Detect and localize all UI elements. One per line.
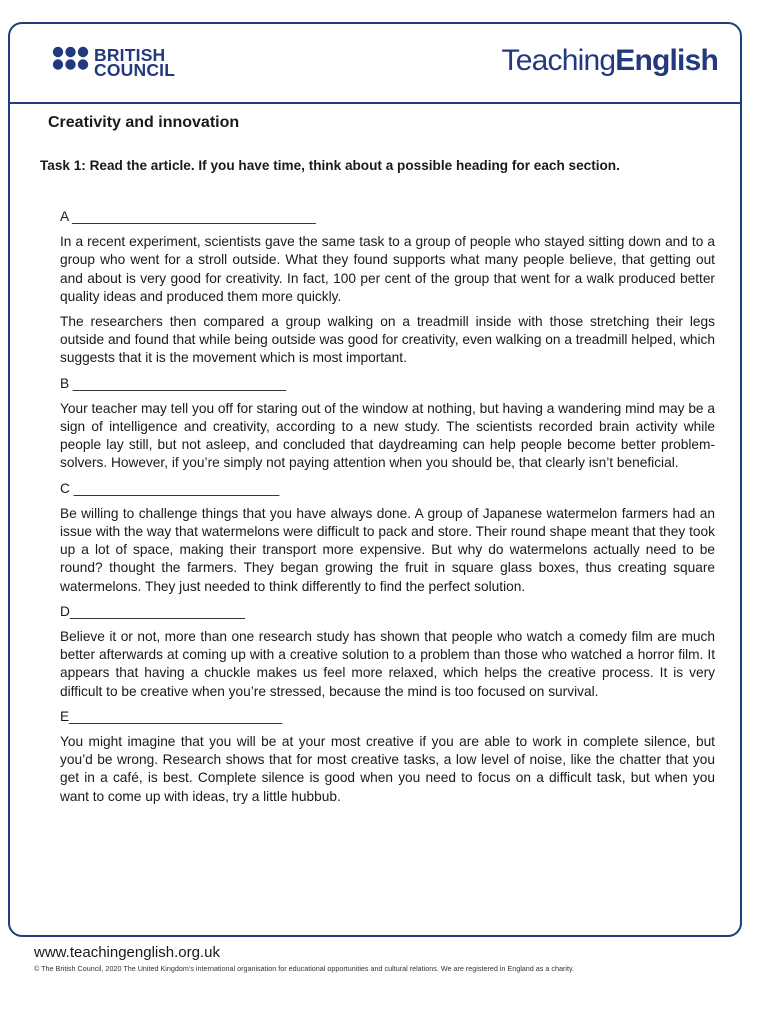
section-heading-a: A ________________________________ bbox=[60, 209, 316, 224]
page-title: Creativity and innovation bbox=[48, 114, 240, 131]
british-council-logo bbox=[52, 46, 175, 79]
section-b-paragraph-1: Your teacher may tell you off for staring out of the window at nothing, but having a wandering mind may be a sign of intelligence and creativity, according to a new study. The scientists recorded brain activity while people lay still, but not asleep, and concluded that daydreaming can help people become better problem-solvers. However, if you’re simply not paying attention when you should be, that clearly isn’t beneficial. bbox=[60, 400, 715, 471]
footer-website-link[interactable]: www.teachingenglish.org.uk bbox=[34, 944, 220, 961]
section-a-paragraph-1: In a recent experiment, scientists gave the same task to a group of people who stayed sitting down and to a group who went for a stroll outside. What they found supports what many people believe, that getting out and about is very good for creativity. In fact, 100 per cent of the group that went for a walk produced better quality ideas and produced them more quickly. bbox=[60, 234, 715, 304]
section-a-paragraph-2: The researchers then compared a group walking on a treadmill inside with those stretching their legs outside and found that while being outside was good for creativity, even walking on a treadmill helped, which suggests that it is the movement which is most important. bbox=[60, 314, 715, 366]
task-instruction: Task 1: Read the article. If you have time, think about a possible heading for each section. bbox=[40, 158, 620, 173]
header-divider bbox=[10, 102, 740, 104]
article-section-a bbox=[60, 208, 715, 368]
footer-copyright: © The British Council, 2020 The United Kingdom’s international organisation for educational opportunities and cultural relations. We are registered in England as a charity. bbox=[34, 964, 575, 973]
article-section-e bbox=[60, 708, 715, 806]
section-c-paragraph-1: Be willing to challenge things that you have always done. A group of Japanese watermelon farmers had an issue with the way that watermelons were difficult to pack and store. Their round shape meant that they took up a lot of space, making their transport more expensive. But why do watermelons actually need to be round? thought the farmers. They began growing the fruit in square glass boxes, thus creating square watermelons. They just needed to think differently to find the perfect solution. bbox=[60, 505, 715, 594]
article bbox=[60, 208, 715, 813]
section-heading-c: C ___________________________ bbox=[60, 480, 280, 496]
article-section-b bbox=[60, 375, 715, 473]
article-section-c bbox=[60, 480, 715, 596]
british-council-wordmark: BRITISH COUNCIL bbox=[94, 44, 176, 80]
teaching-english-logo: TeachingEnglish bbox=[501, 44, 718, 77]
section-heading-d: D_______________________ bbox=[60, 603, 245, 619]
british-council-dots-icon bbox=[52, 46, 89, 79]
section-heading-b: B ____________________________ bbox=[60, 375, 287, 391]
section-d-paragraph-1: Believe it or not, more than one research study has shown that people who watch a comedy film are much better afterwards at coming up with a creative solution to a problem than those who watched a horror film. It appears that having a chuckle makes us feel more relaxed, which helps the creative process. It is very difficult to be creative when you’re stressed, because the mind is too focused on survival. bbox=[60, 629, 715, 699]
section-heading-e: E____________________________ bbox=[60, 708, 283, 724]
section-e-paragraph-1: You might imagine that you will be at your most creative if you are able to work in complete silence, but you’d be wrong. Research shows that for most creative tasks, a low level of noise, like the chatter that you get in a café, is best. Complete silence is good when you need to focus on a difficult task, but when you want to come up with ideas, try a little hubbub. bbox=[60, 734, 715, 804]
article-section-d bbox=[60, 603, 715, 701]
